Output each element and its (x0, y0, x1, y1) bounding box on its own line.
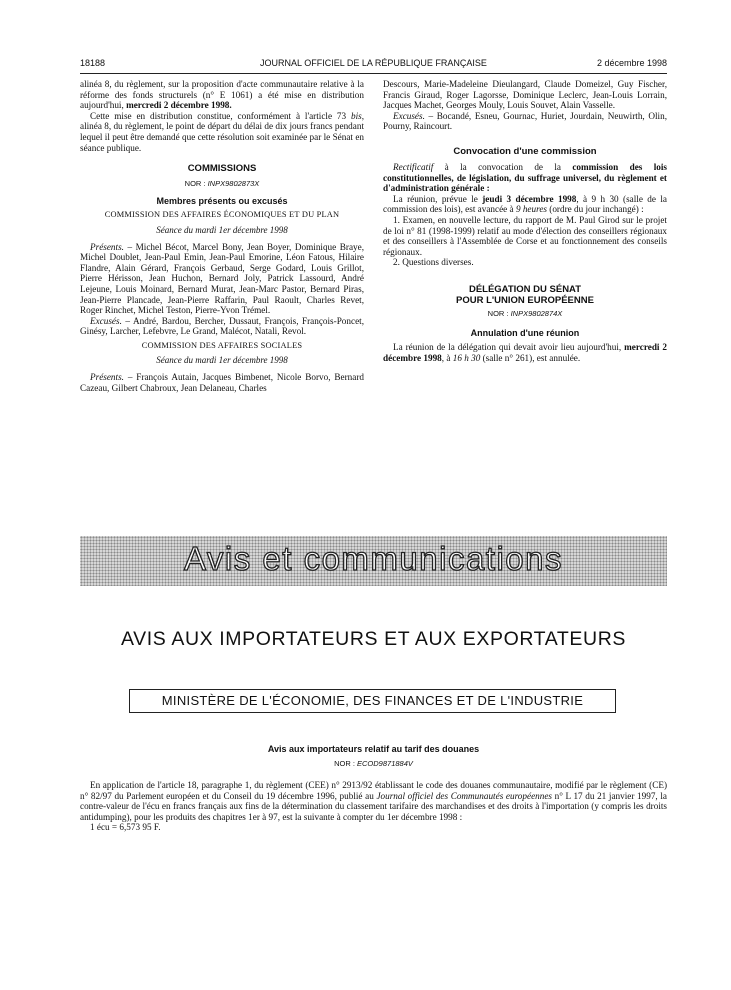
annulation-heading: Annulation d'une réunion (470, 327, 580, 338)
presents-list-2: Présents. – François Autain, Jacques Bimbenet, Nicole Borvo, Bernard Cazeau, Gilbert Chabroux, Jean Delaneau, Charles (80, 372, 364, 393)
commission-economic-name: COMMISSION DES AFFAIRES ÉCONOMIQUES ET DU PLAN (104, 210, 340, 220)
ecu-value: 1 écu = 6,573 95 F. (90, 822, 161, 833)
reunion-paragraph: La réunion, prévue le jeudi 3 décembre 1998, à 9 h 30 (salle de la commission des lois), est avancée à 9 heures (ordre du jour inchangé) : (383, 193, 667, 215)
right-column (383, 79, 667, 363)
section-title: AVIS AUX IMPORTATEURS ET AUX EXPORTATEURS (121, 628, 626, 650)
rectificatif-paragraph: Rectificatif à la convocation de la commission des lois constitutionnelles, de législation, du suffrage universel, du règlement et d'administration générale : (383, 161, 667, 194)
agenda-item-2: 2. Questions diverses. (393, 257, 474, 268)
presents-list-2-continued: Descours, Marie-Madeleine Dieulangard, Claude Domeizel, Guy Fischer, Francis Giraud, Roger Lagorsse, Dominique Leclerc, Jean-Louis Lorrain, Jacques Machet, Georges Mouly, Louis Souvet, Alain Vasselle. (383, 79, 667, 111)
intro-paragraph-2: Cette mise en distribution constitue, conformément à l'article 73 bis, alinéa 8, du règlement, le point de départ du délai de dix jours francs pendant lequel il peut être demandé que cette résolution soit examinée par le Sénat en séance publique. (80, 110, 364, 153)
commissions-heading: COMMISSIONS (187, 163, 257, 175)
annulation-paragraph: La réunion de la délégation qui devait avoir lieu aujourd'hui, mercredi 2 décembre 1998, à 16 h 30 (salle n° 261), est annulée. (383, 342, 667, 363)
journal-title: JOURNAL OFFICIEL DE LA RÉPUBLIQUE FRANÇAISE (260, 58, 487, 68)
page-header (80, 58, 667, 74)
convocation-heading: Convocation d'une commission (453, 145, 597, 157)
members-heading: Membres présents ou excusés (156, 195, 288, 206)
presents-list-1: Présents. – Michel Bécot, Marcel Bony, Jean Boyer, Dominique Braye, Michel Doublet, Jean-Paul Emin, Jean-Paul Emorine, Léon Fatous, Hilaire Flandre, Alain Gérard, François Gerbaud, Serge Godard, Louis Grillot, Pierre Hérisson, Jean Huchon, Bernard Joly, Patrick Lassourd, André Lejeune, Louis Moinard, Bernard Murat, Jean-Marc Pastor, Bernard Piras, Jean-Pierre Plancade, Jean-Pierre Raffarin, Paul Raoult, Charles Revet, Roger Rinchet, Michel Teston, Pierre-Yvon Trémel. (80, 241, 364, 316)
avis-paragraph: En application de l'article 18, paragraphe 1, du règlement (CEE) n° 2913/92 établissant le code des douanes communautaire, modifié par le règlement (CE) n° 82/97 du Parlement européen et du Conseil du 19 décembre 1996, publié au Journal officiel des Communautés européennes n° L 17 du 21 janvier 1997, la contre-valeur de l'écu en francs français aux fins de la détermination du classement tarifaire des marchandises et des droits à l'importation (y compris les droits antidumping), pour les produits des chapitres 1er à 97, est la suivante à compter du 1er décembre 1998 : (80, 780, 667, 822)
intro-paragraph-1: alinéa 8, du règlement, sur la proposition d'acte communautaire relative à la réforme des fonds structurels (n° E 1061) a été mise en distribution aujourd'hui, mercredi 2 décembre 1998. (80, 79, 364, 111)
seance-date-1: Séance du mardi 1er décembre 1998 (156, 224, 288, 235)
avis-nor: NOR : ECOD9871884V (334, 759, 413, 768)
left-column (80, 79, 364, 393)
delegation-heading: DÉLÉGATION DU SÉNAT POUR L'UNION EUROPÉENNE (456, 283, 594, 306)
ministry-box: MINISTÈRE DE L'ÉCONOMIE, DES FINANCES ET DE L'INDUSTRIE (129, 689, 616, 713)
commission-social-name: COMMISSION DES AFFAIRES SOCIALES (141, 340, 303, 350)
avis-banner (80, 536, 667, 586)
avis-body (80, 780, 667, 833)
banner-title: Avis et communications (183, 540, 564, 577)
excuses-list-2: Excusés. – Bocandé, Esneu, Gournac, Huriet, Jourdain, Neuwirth, Olin, Pourny, Raincourt. (383, 110, 667, 132)
excuses-list-1: Excusés. – André, Bardou, Bercher, Dussaut, François, François-Poncet, Ginésy, Larcher, Lefebvre, Le Grand, Malécot, Natali, Revol. (80, 315, 364, 337)
seance-date-2: Séance du mardi 1er décembre 1998 (156, 355, 288, 366)
issue-date: 2 décembre 1998 (596, 58, 667, 68)
commissions-nor: NOR : INPX9802873X (184, 179, 260, 189)
page-number: 18188 (80, 58, 106, 68)
delegation-nor: NOR : INPX9802874X (487, 308, 563, 318)
agenda-item-1: 1. Examen, en nouvelle lecture, du rapport de M. Paul Girod sur le projet de loi n° 81 (1998-1999) relatif au mode d'élection des conseillers régionaux et des conseillers à l'Assemblée de Corse et au fonctionnement des conseils régionaux. (383, 214, 667, 257)
avis-title: Avis aux importateurs relatif au tarif des douanes (267, 744, 480, 754)
